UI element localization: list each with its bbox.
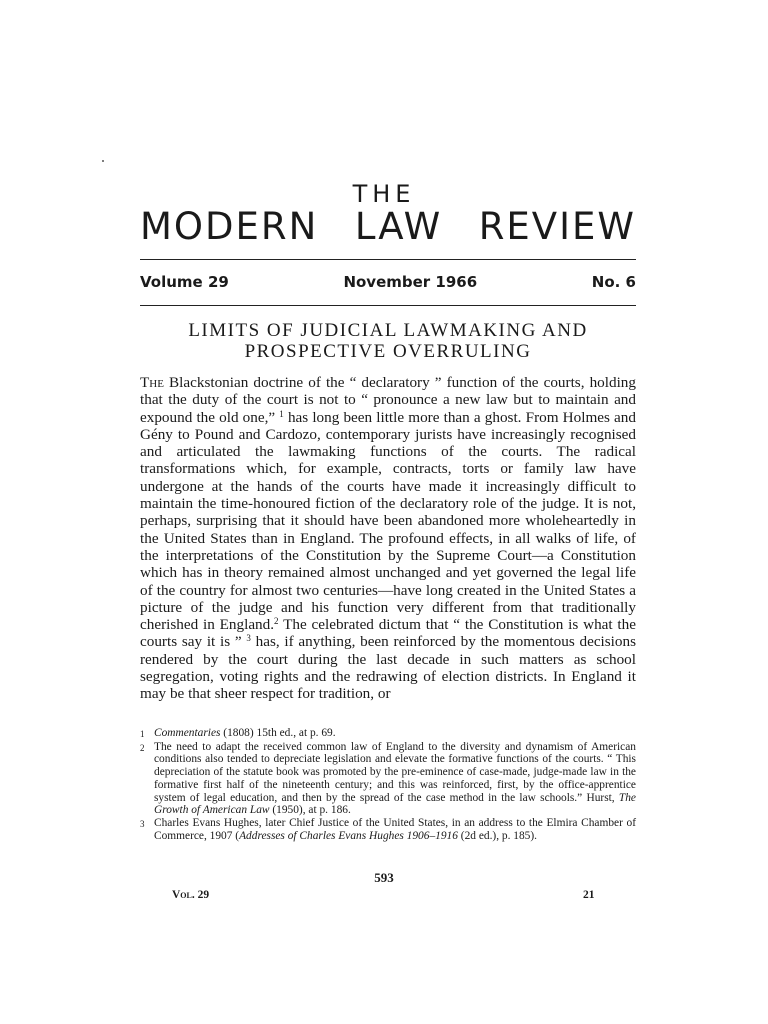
- issue-info: [140, 273, 636, 291]
- footnote-text: [154, 817, 636, 842]
- footnote-text-part: (2d ed.), p. 185).: [457, 829, 538, 842]
- footnote-text-part: Charles Evans Hughes, later Chief Justice of the United States, in an address to the Elmira Chamber of Commerce, 1907 (: [154, 816, 636, 842]
- footnote-number: 1: [140, 729, 145, 739]
- issue-number: No. 6: [591, 273, 636, 291]
- footnote-text: [154, 727, 636, 740]
- footnote-number: 2: [140, 742, 145, 753]
- footnote-citation-title: Addresses of Charles Evans Hughes 1906–1916: [239, 829, 458, 842]
- issue-date: November 1966: [343, 273, 478, 291]
- journal-title: [140, 205, 636, 248]
- footnote-ref-1: 1: [279, 408, 284, 419]
- footer-volume-label: Vol. 29: [172, 889, 210, 901]
- body-text-part-a: Blackstonian doctrine of the “ declaratory ” function of the courts, holding that the duty of the court is not to “ pronounce a new law but to maintain and expound the old one,”: [140, 374, 636, 426]
- footnotes: [140, 727, 636, 842]
- footnote-number: 3: [140, 818, 145, 829]
- journal-title-word-review: REVIEW: [478, 205, 636, 248]
- body-text-part-c: The celebrated dictum that “ the Constitution is what the courts say it is ”: [140, 616, 636, 651]
- top-rule: [140, 259, 636, 260]
- journal-title-word-modern: MODERN: [140, 205, 319, 248]
- footnote-citation-title: The Growth of American Law: [154, 791, 636, 817]
- article-title-line-1: LIMITS OF JUDICIAL LAWMAKING AND: [188, 320, 588, 341]
- article-title: [140, 320, 636, 362]
- article-title-line-2: PROSPECTIVE OVERRULING: [244, 341, 532, 362]
- journal-title-word-law: LAW: [354, 205, 443, 248]
- masthead-the: THE: [352, 180, 416, 208]
- stray-mark: [102, 160, 104, 162]
- volume-label: Volume 29: [140, 273, 229, 291]
- footnote-1: [140, 727, 636, 741]
- bottom-rule: [140, 305, 636, 306]
- footnote-2: [140, 741, 636, 817]
- footnote-3: [140, 817, 636, 842]
- page-number: 593: [374, 870, 394, 885]
- footnote-text-part: (1808) 15th ed., at p. 69.: [220, 727, 336, 739]
- footnote-ref-3: 3: [246, 633, 251, 644]
- signature-number: 21: [583, 889, 595, 901]
- body-text-part-d: has, if anything, been reinforced by the momentous decisions rendered by the court during the last decade in such matters as school segregation, voting rights and the redrawing of election districts. In England it may be that sheer respect for tradition, or: [140, 633, 637, 703]
- footnote-text: [154, 741, 636, 817]
- body-text-part-b: has long been little more than a ghost. From Holmes and Gény to Pound and Cardozo, contemporary jurists have increasingly recognised and articulated the lawmaking functions of the courts. The radical transformations which, for example, contracts, torts or family law have undergone at the hands of the courts have made it increasingly difficult to maintain the time-honoured fiction of the declaratory role of the judge. It is not, perhaps, surprising that it should have been abandoned more wholeheartedly in the United States than in England. The profound effects, in all walks of life, of the interpretations of the Constitution by the Supreme Court—a Constitution which has in theory remained almost unchanged and yet governed the legal life of the country for almost two centuries—have long created in the United States a picture of the judge and his function very different from that traditionally cherished in England.: [140, 408, 636, 634]
- footnote-text-part: The need to adapt the received common law of England to the diversity and dynamism of American conditions also tended to depreciate legislation and elevate the formative functions of the courts. “ This depreciation of the statute book was promoted by the pre-eminence of case-made, judge-made law in the formative first half of the nineteenth century; and this was reinforced, first, by the office-apprentice system of legal education, and then by the spread of the case method in the law schools.” Hurst,: [154, 740, 636, 804]
- footnote-citation-title: Commentaries: [154, 727, 221, 739]
- footnote-text-part: (1950), at p. 186.: [269, 804, 351, 817]
- body-first-word: The: [140, 374, 164, 391]
- footnote-ref-2: 2: [274, 616, 279, 627]
- article-body: [140, 374, 636, 703]
